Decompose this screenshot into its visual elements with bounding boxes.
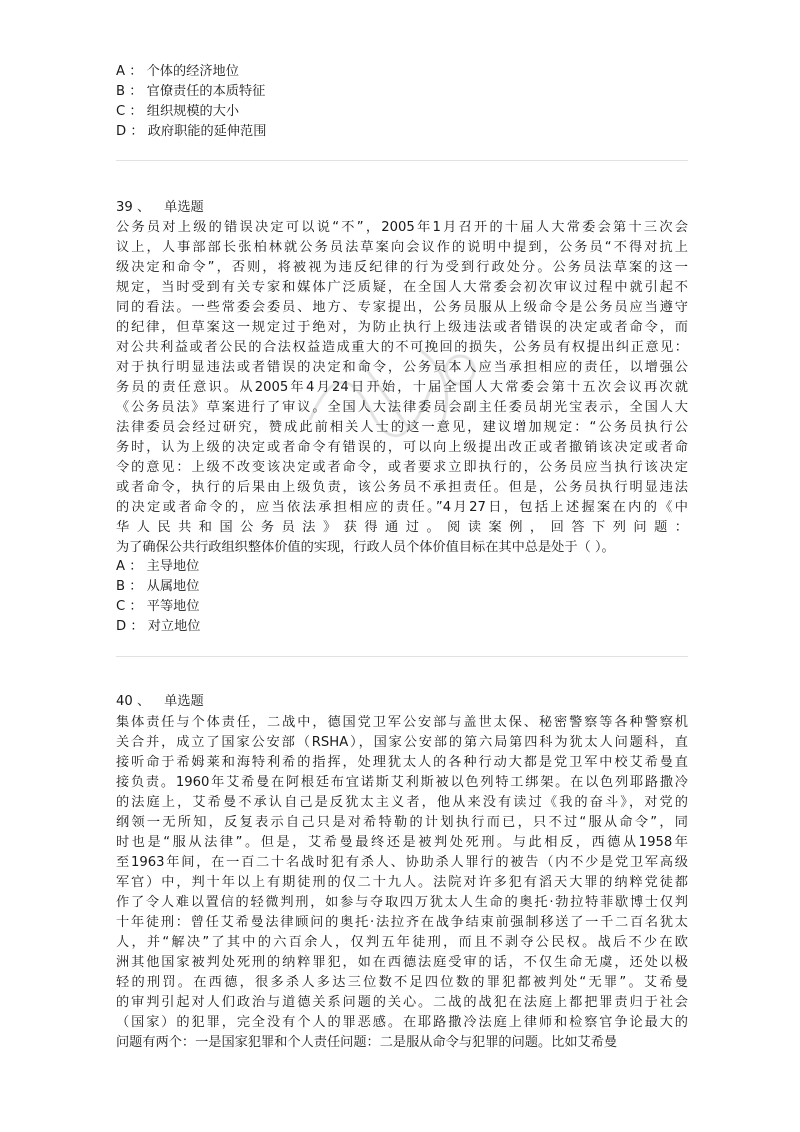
text-line: 集体责任与个体责任，二战中，德国党卫军公安部与盖世太保、秘密警察等各种警察机 bbox=[116, 715, 688, 730]
text-line: 问题有两个：一是国家犯罪和个人责任问题：二是服从命令与犯罪的问题。比如艾希曼 bbox=[116, 1035, 618, 1050]
prev-option-a[interactable]: A ： 个体的经济地位 bbox=[116, 64, 239, 79]
text-line: 规定，当时受到有关专家和媒体广泛质疑，在全国人大常委会初次审议过程中就引起不 bbox=[116, 280, 688, 295]
text-line: （国家）的犯罪，完全没有个人的罪恶感。在耶路撒冷法庭上律师和检察官争论最大的 bbox=[116, 1015, 688, 1030]
text-line: 的审判引起对人们政治与道德关系问题的关心。二战的战犯在法庭上都把罪责归于社会 bbox=[116, 995, 688, 1010]
text-line: 对于执行明显违法或者错误的决定和命令，公务员本人应当承担相应的责任，以增强公 bbox=[116, 360, 688, 375]
question-divider bbox=[116, 656, 688, 657]
text-line: 接听命于希姆莱和海特利希的指挥，处理犹太人的各种行动大都是党卫军中校艾希曼直 bbox=[116, 755, 688, 770]
watermark-graphic bbox=[300, 330, 490, 450]
text-line: 同的看法。一些常委会委员、地方、专家提出，公务员服从上级命令是公务员应当遵守 bbox=[116, 300, 688, 315]
text-line: 接负责。1960年艾希曼在阿根廷布宜诺斯艾利斯被以色列特工绑架。在以色列耶路撒冷 bbox=[116, 775, 688, 790]
text-line: 人，并“解决”了其中的六百余人，仅判五年徒刑，而且不剥夺公民权。战后不少在欧 bbox=[116, 935, 688, 950]
text-line: 的法庭上，艾希曼不承认自己是反犹太主义者，他从来没有读过《我的奋斗》，对党的 bbox=[116, 795, 688, 810]
question-39-header bbox=[116, 198, 204, 218]
text-line: 令的意见：上级不改变该决定或者命令，或者要求立即执行的，公务员应当执行该决定 bbox=[116, 460, 688, 475]
text-line: 作了令人难以置信的轻微判刑，如参与夺取四万犹太人生命的奥托·勃拉特菲歇博士仅判 bbox=[116, 895, 688, 910]
prev-option-b[interactable]: B ： 官僚责任的本质特征 bbox=[116, 84, 266, 99]
text-line: 法律委员会经过研究，赞成此前相关人士的这一意见，建议增加规定：“公务员执行公 bbox=[116, 420, 688, 435]
prev-option-c[interactable]: C ： 组织规模的大小 bbox=[116, 104, 240, 119]
text-line: 或者命令，执行的后果由上级负责，该公务员不承担责任。但是，公务员执行明显违法 bbox=[116, 480, 688, 495]
text-line: 轻的刑罚。在西德，很多杀人多达三位数不足四位数的罪犯都被判处“无罪”。艾希曼 bbox=[116, 975, 688, 990]
text-line: 十年徒刑：曾任艾希曼法律顾问的奥托·法拉齐在战争结束前强制移送了一千二百名犹太 bbox=[116, 915, 688, 930]
q39-option-a[interactable]: A ： 主导地位 bbox=[116, 559, 200, 574]
text-line: 对公共利益或者公民的合法权益造成重大的不可挽回的损失，公务员有权提出纠正意见： bbox=[116, 340, 688, 355]
text-line: 务员的责任意识。从2005年4月24日开始，十届全国人大常委会第十五次会议再次就 bbox=[116, 380, 688, 395]
question-divider bbox=[116, 160, 688, 161]
text-line: 议上，人事部部长张柏林就公务员法草案向会议作的说明中提到，公务员“不得对抗上 bbox=[116, 240, 688, 255]
q39-option-b[interactable]: B ： 从属地位 bbox=[116, 579, 200, 594]
text-line: 洲其他国家被判处死刑的纳粹罪犯，如在西德法庭受审的话，不仅生命无虞，还处以极 bbox=[116, 955, 688, 970]
text-line: 《公务员法》草案进行了审议。全国人大法律委员会副主任委员胡光宝表示，全国人大 bbox=[116, 400, 688, 415]
text-line: 军官）中，判十年以上有期徒刑的仅二十九人。法院对许多犯有滔天大罪的纳粹党徒都 bbox=[116, 875, 688, 890]
text-line: 华人民共和国公务员法》获得通过。阅读案例，回答下列问题： bbox=[116, 520, 688, 535]
prev-option-d[interactable]: D ： 政府职能的延伸范围 bbox=[116, 124, 267, 139]
question-type: 单选题 bbox=[164, 200, 204, 215]
text-line: 关合并，成立了国家公安部（RSHA），国家公安部的第六局第四科为犹太人问题科，直 bbox=[116, 735, 688, 750]
question-40-header bbox=[116, 692, 204, 712]
text-line: 时也是“服从法律”。但是，艾希曼最终还是被判处死刑。与此相反，西德从1958年 bbox=[116, 835, 688, 850]
question-number: 40 、 bbox=[116, 694, 151, 709]
question-type: 单选题 bbox=[164, 694, 204, 709]
text-line: 的纪律，但草案这一规定过于绝对，为防止执行上级违法或者错误的决定或者命令，而 bbox=[116, 320, 688, 335]
text-line: 务时，认为上级的决定或者命令有错误的，可以向上级提出改正或者撤销该决定或者命 bbox=[116, 440, 688, 455]
text-line: 为了确保公共行政组织整体价值的实现，行政人员个体价值目标在其中总是处于（ ）。 bbox=[116, 540, 615, 555]
text-line: 纲领一无所知，反复表示自己只是对希特勒的计划执行而已，只不过“服从命令”，同 bbox=[116, 815, 688, 830]
question-number: 39 、 bbox=[116, 200, 151, 215]
q39-option-d[interactable]: D ： 对立地位 bbox=[116, 619, 201, 634]
text-line: 级决定和命令”，否则，将被视为违反纪律的行为受到行政处分。公务员法草案的这一 bbox=[116, 260, 688, 275]
q39-option-c[interactable]: C ： 平等地位 bbox=[116, 599, 200, 614]
text-line: 的决定或者命令的，应当依法承担相应的责任。”4月27日，包括上述握案在内的《中 bbox=[116, 500, 688, 515]
text-line: 至1963年间，在一百二十名战时犯有杀人、协助杀人罪行的被告（内不少是党卫军高级 bbox=[116, 855, 688, 870]
text-line: 公务员对上级的错误决定可以说“不”，2005年1月召开的十届人大常委会第十三次会 bbox=[116, 220, 688, 235]
